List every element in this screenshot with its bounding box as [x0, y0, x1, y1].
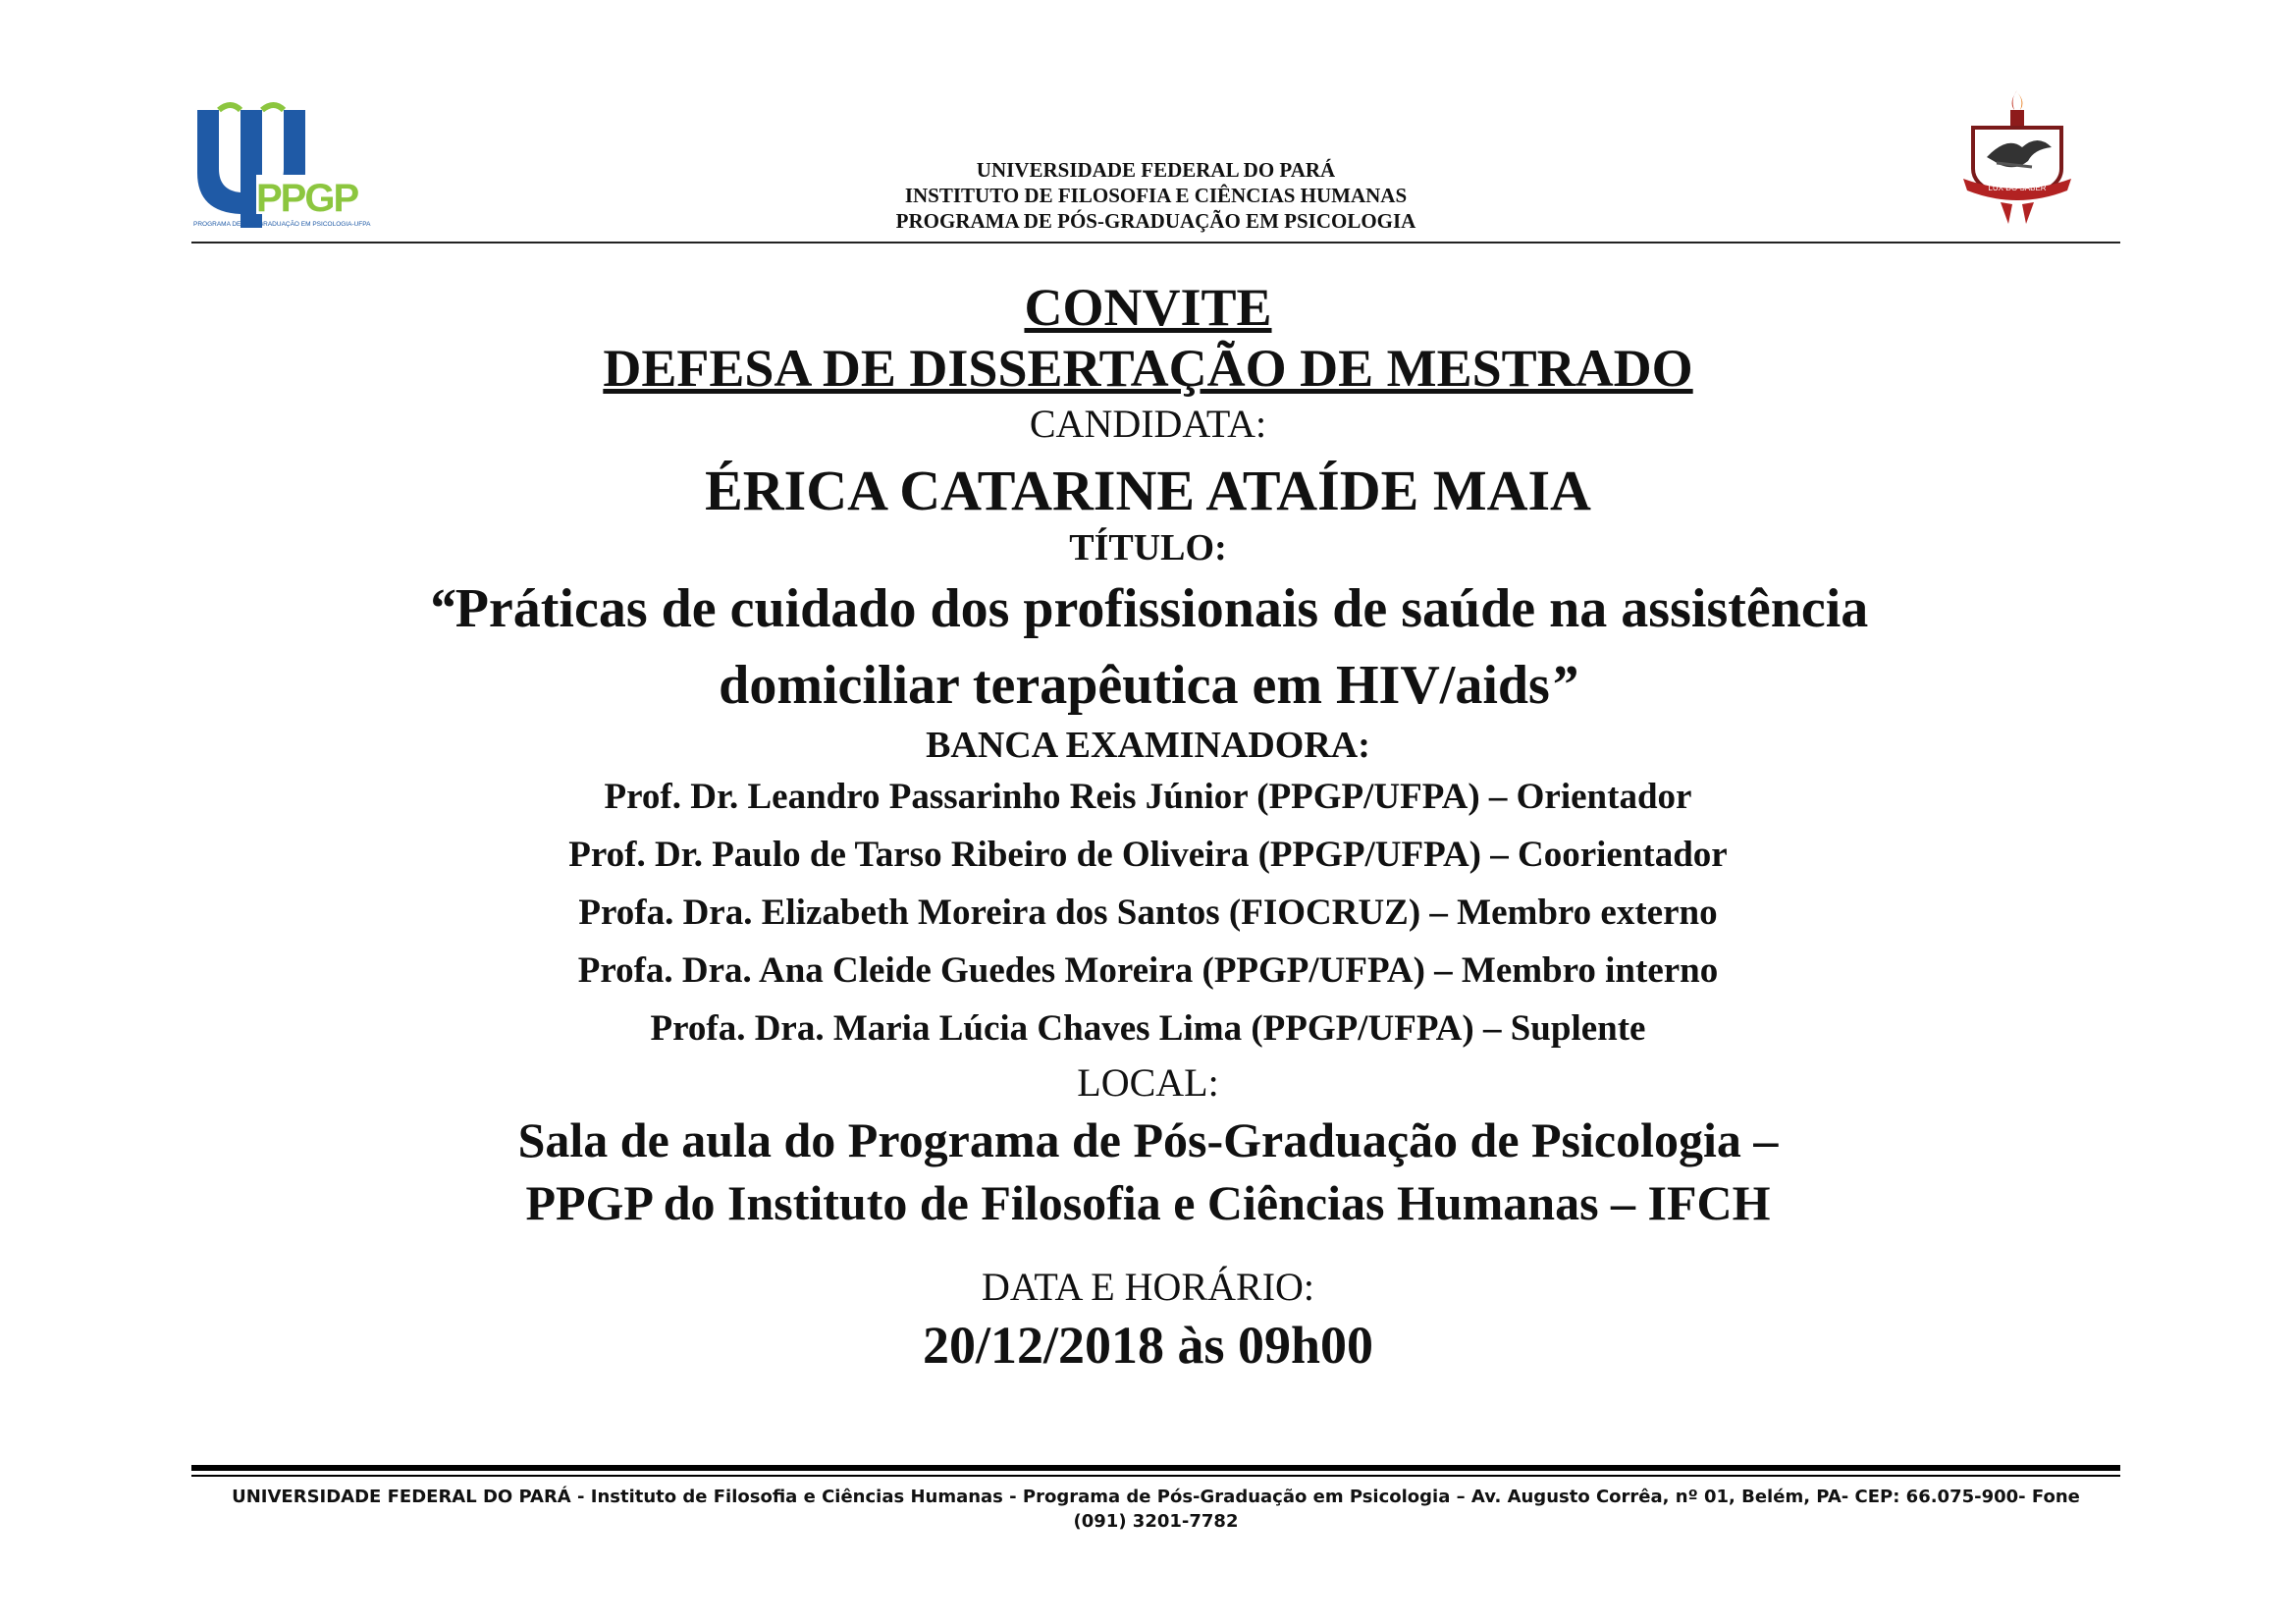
title-line-2-text: domiciliar terapêutica em HIV/aids — [719, 655, 1550, 716]
defense-datetime: 20/12/2018 às 09h00 — [922, 1316, 1374, 1375]
invitation-body — [0, 277, 2296, 1378]
committee-member: Prof. Dr. Leandro Passarinho Reis Júnior (PPGP/UFPA) – Orientador — [604, 777, 1692, 817]
datetime-label: DATA E HORÁRIO: — [981, 1265, 1315, 1309]
title-label: TÍTULO: — [1069, 527, 1227, 568]
committee-member: Prof. Dr. Paulo de Tarso Ribeiro de Oliveira (PPGP/UFPA) – Coorientador — [568, 835, 1728, 875]
ufpa-seal — [1953, 88, 2081, 226]
invitation-heading: CONVITE — [1024, 278, 1272, 337]
committee-member: Profa. Dra. Maria Lúcia Chaves Lima (PPGP/UFPA) – Suplente — [650, 1008, 1646, 1049]
institute-name: INSTITUTO DE FILOSOFIA E CIÊNCIAS HUMANAS — [904, 184, 1408, 207]
seal-motto: LUX DO SABER — [1988, 184, 2047, 192]
institution-header — [191, 157, 2120, 234]
document-header — [191, 88, 2120, 244]
footer-divider-thick — [191, 1465, 2120, 1471]
ufpa-crest-icon — [1953, 88, 2081, 226]
committee-label: BANCA EXAMINADORA: — [926, 725, 1370, 766]
title-line-1-text: Práticas de cuidado dos profissionais de saúde na assistência — [454, 578, 1869, 639]
footer-phone: (091) 3201-7782 — [1073, 1511, 1239, 1532]
university-name: UNIVERSIDADE FEDERAL DO PARÁ — [976, 158, 1336, 182]
ppgp-wordmark: PPGP — [256, 177, 358, 220]
footer-divider-thin — [191, 1475, 2120, 1477]
dissertation-title-line-2 — [0, 648, 2296, 723]
dissertation-title-line-1 — [0, 571, 2296, 646]
close-quote: ” — [1549, 655, 1577, 716]
location-line-1: Sala de aula do Programa de Pós-Graduação de Psicologia – — [517, 1112, 1779, 1167]
committee-list — [0, 768, 2296, 1057]
location-line-2: PPGP do Instituto de Filosofia e Ciências Humanas – IFCH — [525, 1175, 1771, 1230]
ppgp-caption: PROGRAMA DE PÓS-GRADUAÇÃO EM PSICOLOGIA-UFPA — [193, 221, 371, 228]
open-quote: “ — [427, 578, 455, 639]
footer-address: UNIVERSIDADE FEDERAL DO PARÁ - Instituto de Filosofia e Ciências Humanas - Programa de Pós-Graduação em Psicologia – Av. Augusto Corrêa, nº 01, Belém, PA- CEP: 66.075-900- Fone — [232, 1487, 2080, 1507]
program-name: PROGRAMA DE PÓS-GRADUAÇÃO EM PSICOLOGIA — [895, 209, 1416, 233]
candidate-label: CANDIDATA: — [1029, 402, 1267, 446]
document-footer — [191, 1485, 2120, 1534]
candidate-name: ÉRICA CATARINE ATAÍDE MAIA — [705, 459, 1591, 522]
committee-member: Profa. Dra. Elizabeth Moreira dos Santos (FIOCRUZ) – Membro externo — [578, 893, 1718, 933]
defense-subheading: DEFESA DE DISSERTAÇÃO DE MESTRADO — [603, 339, 1693, 398]
committee-member: Profa. Dra. Ana Cleide Guedes Moreira (PPGP/UFPA) – Membro interno — [577, 950, 1719, 991]
location-label: LOCAL: — [1077, 1060, 1219, 1105]
